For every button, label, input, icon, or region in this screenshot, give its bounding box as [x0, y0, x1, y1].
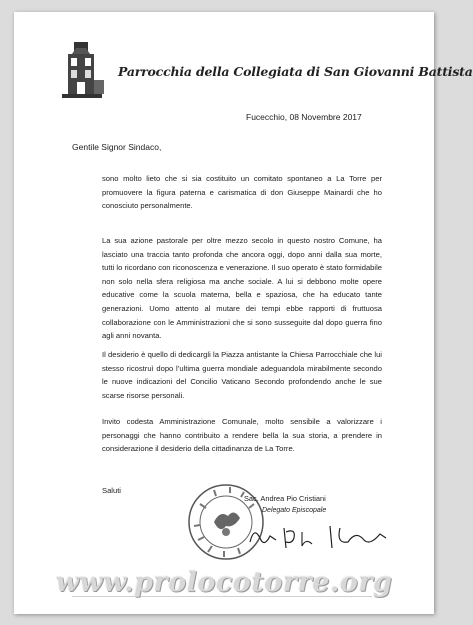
letter-date: Fucecchio, 08 Novembre 2017 [246, 112, 362, 122]
parish-header-title: Parrocchia della Collegiata di San Giovanni Battista [118, 64, 473, 79]
handwritten-signature-icon [246, 518, 396, 554]
letter-paragraph-4: Invito codesta Amministrazione Comunale, molto sensibile a valorizzare i personaggi che hanno contribuito a rendere bella la sua storia, a prendere in considerazione il desiderio della cittadinanza de La Torre. [102, 417, 382, 454]
signer-role: Delegato Episcopale [262, 507, 327, 514]
letter-salutation: Gentile Signor Sindaco, [72, 142, 162, 152]
letter-paragraph-2: La sua azione pastorale per oltre mezzo secolo in questo nostro Comune, ha lasciato una traccia tanto profonda che ancora oggi, dopo anni dalla sua morte, tutti lo ricordano con riconoscenza e venerazione. Il suo operato è stato formidabile non solo nella sfera religiosa ma anche sociale. A lui si debbono molte opere educative come la scuola materna, bella e spaziosa, che ha educato tante generazioni. Uomo attento al mutare dei tempi ebbe rapporti di fruttuosa collaborazione con le Amministrazioni che si sono susseguite dal dopo guerra fino agli anni novanta. [102, 236, 382, 341]
website-watermark: www.prolocotorre.org [55, 567, 393, 598]
letter-paragraph-1: sono molto lieto che si sia costituito un comitato spontaneo a La Torre per promuovere la figura paterna e carismatica di don Giuseppe Mainardi che ho conosciuto personalmente. [102, 174, 382, 211]
church-logo-icon [58, 40, 108, 100]
letter-paragraph-3: Il desiderio è quello di dedicargli la Piazza antistante la Chiesa Parrocchiale che lui stesso ricostruì dopo l’ultima guerra mondiale adeguandola mirabilmente secondo le nuove indicazioni del Concilio Vaticano Secondo profondendo anche le sue scarse risorse personali. [102, 350, 382, 400]
letter-closing: Saluti [102, 486, 121, 495]
signer-name: Sac. Andrea Pio Cristiani [244, 494, 326, 503]
letter-page [14, 12, 473, 614]
